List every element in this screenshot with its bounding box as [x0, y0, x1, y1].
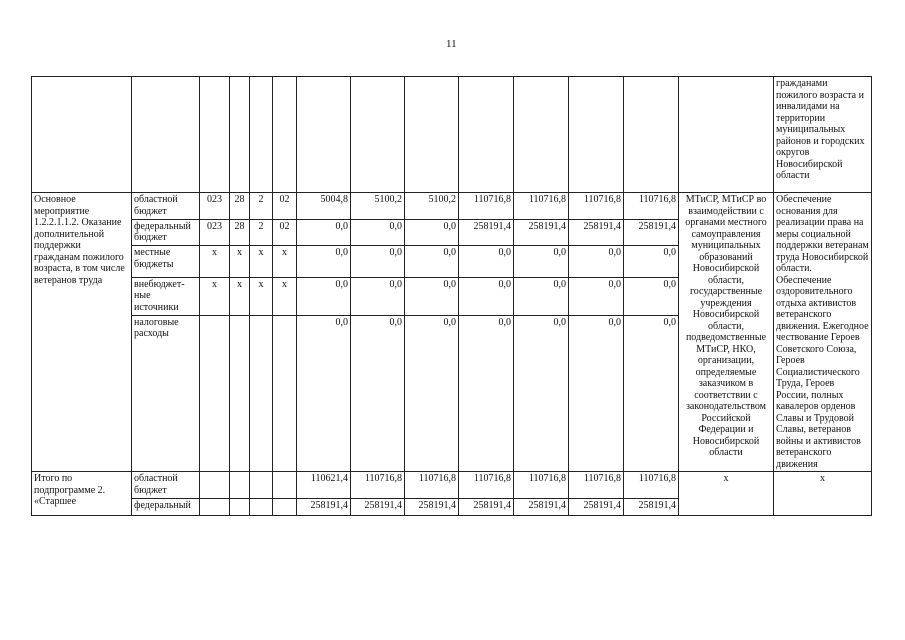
value-cell: 0,0 — [297, 277, 351, 315]
code-cell: 023 — [200, 219, 230, 246]
total-name-cell: Итого по подпрограмме 2. «Старшее — [32, 472, 132, 516]
value-cell: 0,0 — [351, 315, 405, 471]
program-table — [31, 76, 872, 516]
value-cell: 0,0 — [405, 315, 459, 471]
code-cell: 2 — [250, 219, 273, 246]
value-cell: 258191,4 — [514, 499, 569, 516]
value-cell: 0,0 — [459, 246, 514, 278]
result-cell: гражданами пожилого возраста и инвалидами на территории муниципальных районов и городских округов Новосибирской области — [774, 77, 872, 193]
value-cell: 110716,8 — [514, 472, 569, 499]
value-cell: 5100,2 — [351, 193, 405, 220]
value-cell: 110716,8 — [514, 193, 569, 220]
value-cell: 0,0 — [569, 277, 624, 315]
value-cell: 110621,4 — [297, 472, 351, 499]
value-cell: 258191,4 — [459, 499, 514, 516]
value-cell: 258191,4 — [459, 219, 514, 246]
code-cell: 02 — [273, 193, 297, 220]
value-cell: 0,0 — [351, 219, 405, 246]
value-cell: 110716,8 — [569, 472, 624, 499]
code-cell: 2 — [250, 193, 273, 220]
code-cell — [230, 315, 250, 471]
value-cell: 258191,4 — [624, 219, 679, 246]
code-cell: x — [200, 246, 230, 278]
source-cell: областной бюджет — [132, 472, 200, 499]
source-cell: местные бюджеты — [132, 246, 200, 278]
value-cell: 0,0 — [405, 246, 459, 278]
code-cell: x — [250, 246, 273, 278]
value-cell: 110716,8 — [624, 193, 679, 220]
code-cell: 02 — [273, 219, 297, 246]
value-cell: 258191,4 — [297, 499, 351, 516]
value-cell: 0,0 — [624, 277, 679, 315]
code-cell: 023 — [200, 193, 230, 220]
value-cell: 110716,8 — [459, 472, 514, 499]
value-cell: 110716,8 — [405, 472, 459, 499]
value-cell: 110716,8 — [569, 193, 624, 220]
value-cell: 258191,4 — [624, 499, 679, 516]
source-cell: федеральный — [132, 499, 200, 516]
value-cell: 0,0 — [514, 277, 569, 315]
value-cell: 0,0 — [297, 246, 351, 278]
value-cell: 0,0 — [459, 315, 514, 471]
value-cell: 258191,4 — [514, 219, 569, 246]
source-cell: областной бюджет — [132, 193, 200, 220]
value-cell: 0,0 — [405, 277, 459, 315]
value-cell: 258191,4 — [569, 219, 624, 246]
source-cell: федеральный бюджет — [132, 219, 200, 246]
code-cell: x — [230, 277, 250, 315]
table-row — [32, 472, 872, 499]
value-cell: 258191,4 — [405, 499, 459, 516]
code-cell: x — [230, 246, 250, 278]
value-cell: 0,0 — [569, 246, 624, 278]
source-cell: внебюджет-ные источники — [132, 277, 200, 315]
code-cell: 28 — [230, 219, 250, 246]
table-row — [32, 77, 872, 193]
executor-cell: МТиСР, МТиСР во взаимодействии с органами местного самоуправления муниципальных образований Новосибирской области, государственные учреждения Новосибирской области, подведомственные МТиСР, НКО, организации, определяемые заказчиком в соответствии с законодательством Российской Федерации и Новосибирской области — [679, 193, 774, 472]
executor-cell: x — [679, 472, 774, 516]
value-cell: 0,0 — [351, 277, 405, 315]
value-cell: 0,0 — [351, 246, 405, 278]
code-cell: 28 — [230, 193, 250, 220]
measure-name-cell: Основное мероприятие 1.2.2.1.1.2. Оказание дополнительной поддержки гражданам пожилого возраста, в том числе ветеранов труда — [32, 193, 132, 472]
code-cell: x — [250, 277, 273, 315]
value-cell: 5004,8 — [297, 193, 351, 220]
value-cell: 0,0 — [405, 219, 459, 246]
page-number: 11 — [446, 38, 457, 50]
code-cell — [273, 315, 297, 471]
code-cell — [200, 315, 230, 471]
value-cell: 0,0 — [624, 315, 679, 471]
value-cell: 110716,8 — [351, 472, 405, 499]
table-row — [32, 193, 872, 220]
value-cell: 0,0 — [297, 315, 351, 471]
result-cell: Обеспечение основания для реализации права на меры социальной поддержки ветеранам труда Новосибирской области. Обеспечение оздоровительного отдыха активистов ветеранского движения. Ежегодное чествование Героев Советского Союза, Героев Социалистического Труда, Героев России, полных кавалеров орденов Славы и Трудовой Славы, ветеранов войны и активистов ветеранского движения — [774, 193, 872, 472]
value-cell: 0,0 — [569, 315, 624, 471]
code-cell — [250, 315, 273, 471]
value-cell: 5100,2 — [405, 193, 459, 220]
value-cell: 0,0 — [514, 246, 569, 278]
value-cell: 110716,8 — [624, 472, 679, 499]
code-cell: x — [273, 246, 297, 278]
code-cell: x — [273, 277, 297, 315]
code-cell: x — [200, 277, 230, 315]
value-cell: 0,0 — [514, 315, 569, 471]
value-cell: 0,0 — [297, 219, 351, 246]
value-cell: 0,0 — [459, 277, 514, 315]
result-cell: x — [774, 472, 872, 516]
value-cell: 0,0 — [624, 246, 679, 278]
value-cell: 258191,4 — [569, 499, 624, 516]
value-cell: 110716,8 — [459, 193, 514, 220]
source-cell: налоговые расходы — [132, 315, 200, 471]
value-cell: 258191,4 — [351, 499, 405, 516]
